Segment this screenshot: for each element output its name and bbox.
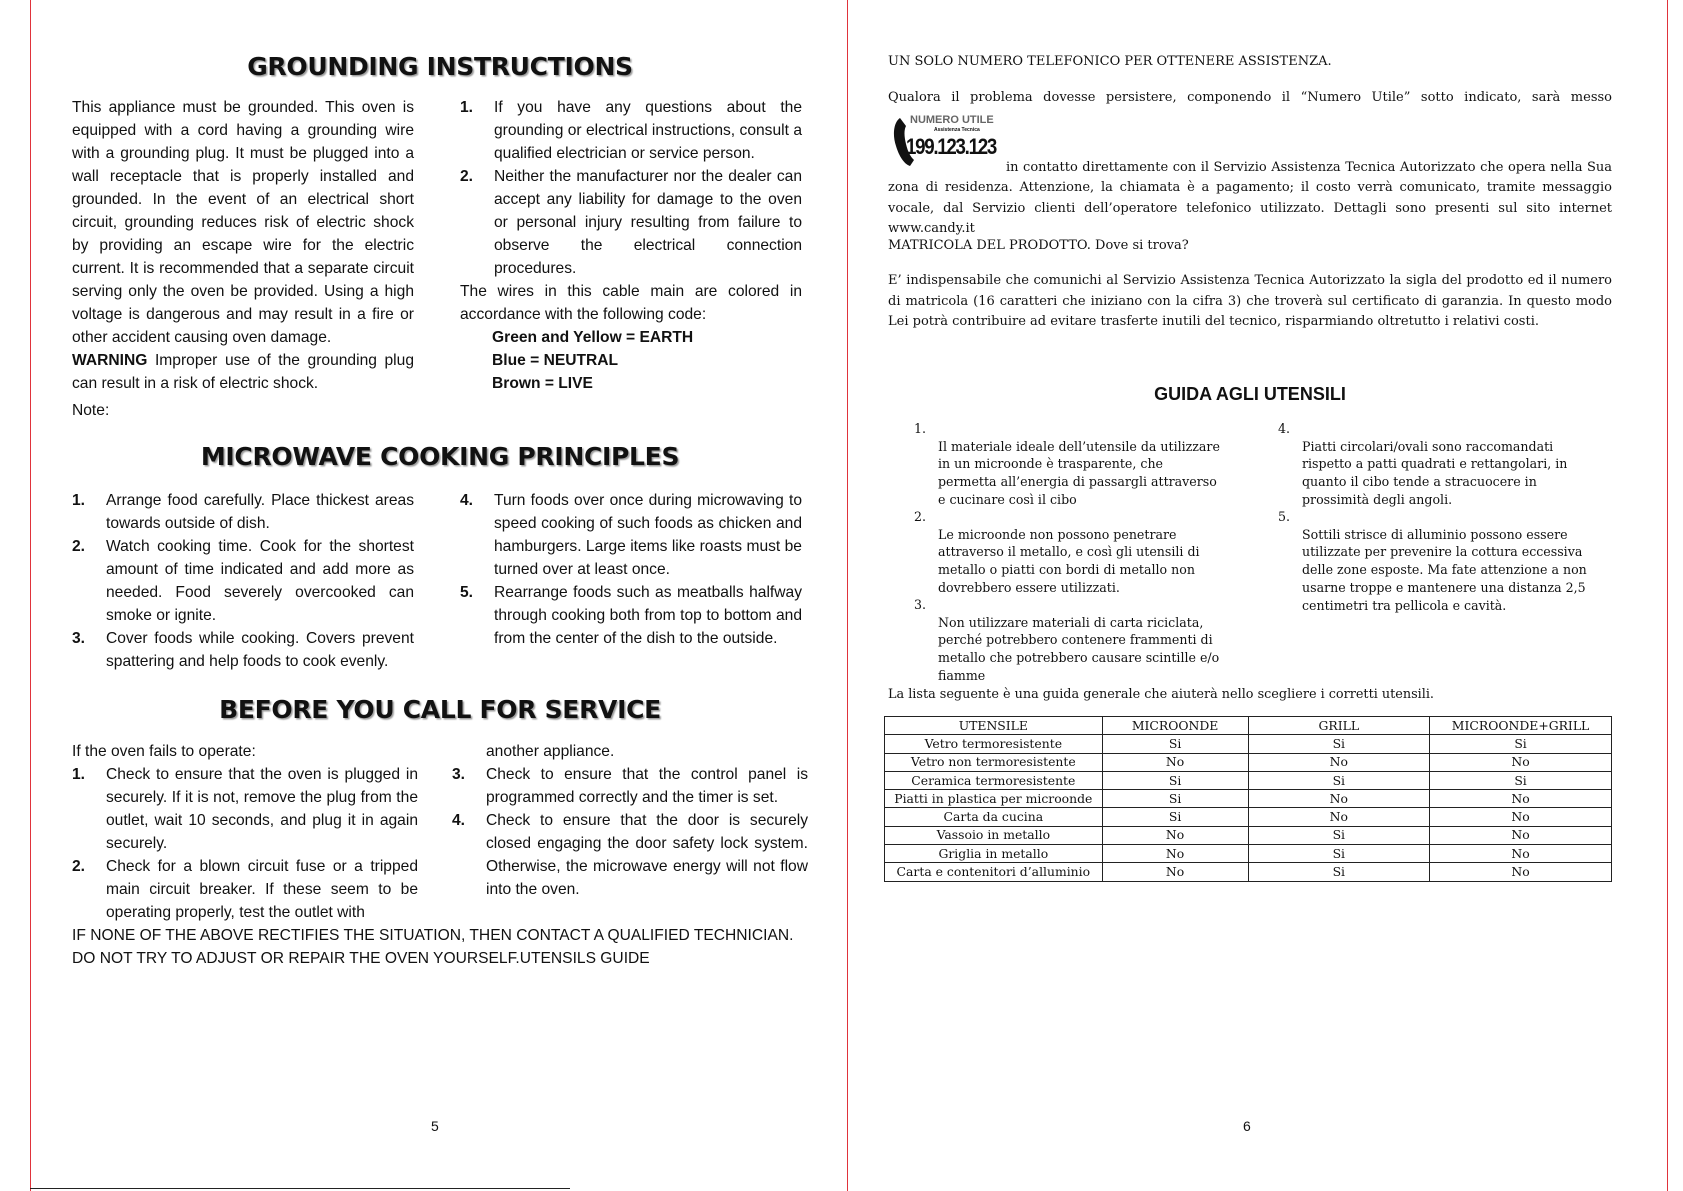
closing-line-1: IF NONE OF THE ABOVE RECTIFIES THE SITUATION, THEN CONTACT A QUALIFIED TECHNICIAN. bbox=[72, 927, 794, 944]
service-title: BEFORE YOU CALL FOR SERVICE bbox=[219, 695, 661, 724]
table-cell: Piatti in plastica per microonde bbox=[885, 790, 1103, 808]
list-item: 1. Check to ensure that the oven is plugged in securely. If it is not, remove the plug from the outlet, wait 10 seconds, and plug it in again securely. bbox=[72, 766, 418, 852]
list-item: 3. Check to ensure that the control panel is programmed correctly and the timer is set. bbox=[452, 766, 808, 806]
left-margin-line bbox=[30, 0, 31, 1191]
code-live: Brown = LIVE bbox=[492, 375, 593, 392]
table-header: MICROONDE bbox=[1102, 717, 1248, 735]
table-cell: Carta da cucina bbox=[885, 808, 1103, 826]
table-cell: Si bbox=[1102, 735, 1248, 753]
table-header: UTENSILE bbox=[885, 717, 1103, 735]
list-item: another appliance. bbox=[486, 743, 615, 760]
table-cell: No bbox=[1102, 826, 1248, 844]
table-cell: No bbox=[1248, 790, 1430, 808]
guida-title: GUIDA AGLI UTENSILI bbox=[1154, 384, 1346, 404]
closing-line-2: DO NOT TRY TO ADJUST OR REPAIR THE OVEN YOURSELF.UTENSILS GUIDE bbox=[72, 950, 650, 967]
table-cell: Griglia in metallo bbox=[885, 845, 1103, 863]
grounding-title: GROUNDING INSTRUCTIONS bbox=[247, 52, 633, 81]
logo-title: NUMERO UTILE bbox=[910, 114, 994, 126]
table-cell: Si bbox=[1430, 735, 1612, 753]
table-cell: No bbox=[1248, 753, 1430, 771]
utensils-table bbox=[884, 716, 1612, 882]
guida-item-5: 5. Sottili strisce di alluminio possono essere utilizzate per prevenire la cottura eccessiva delle zone esposte. Ma fate attenzione a non usarne troppe e mantenere una distanza 2,5 centimetri tra pellicola e cavità. bbox=[1278, 509, 1587, 613]
logo-number: 199.123.123 bbox=[906, 134, 996, 159]
page-6 bbox=[888, 0, 1612, 1191]
table-row bbox=[885, 771, 1612, 789]
assist-after-logo: in contatto direttamente con il Servizio Assistenza Tecnica Autorizzato che opera nella Sua bbox=[1006, 160, 1612, 175]
table-body bbox=[885, 735, 1612, 881]
table-cell: No bbox=[1102, 753, 1248, 771]
page-5 bbox=[72, 0, 808, 1191]
guida-item-2: 2. Le microonde non possono penetrare attraverso il metallo, e così gli utensili di metallo o piatti con bordi di metallo non dovrebbero essere utilizzati. bbox=[914, 509, 1200, 595]
table-cell: Vetro non termoresistente bbox=[885, 753, 1103, 771]
logo-subtitle: Assistenza Tecnica bbox=[934, 127, 980, 133]
cooking-title: MICROWAVE COOKING PRINCIPLES bbox=[200, 442, 680, 471]
wires-text: The wires in this cable main are colored in accordance with the following code: bbox=[460, 283, 802, 323]
grounding-paragraph: This appliance must be grounded. This oven is equipped with a cord having a grounding wire with a grounding plug. It must be plugged into a wall receptacle that is properly installed and grounded. In the event of an electrical short circuit, grounding reduces risk of electric shock by providing an escape wire for the electric current. It is recommended that a separate circuit serving only the oven be provided. Using a high voltage is dangerous and may result in a fire or other accident causing oven damage. bbox=[72, 99, 414, 346]
table-row bbox=[885, 735, 1612, 753]
warning-text: Improper use of the grounding plug can result in a risk of electric shock. bbox=[72, 352, 414, 392]
table-cell: Si bbox=[1248, 863, 1430, 881]
table-cell: No bbox=[1102, 863, 1248, 881]
assist-line-1: Qualora il problema dovesse persistere, componendo il “Numero Utile” sotto indicato, sarà messo bbox=[888, 90, 1612, 105]
list-item: 1. If you have any questions about the grounding or electrical instructions, consult a qualified electrician or service person. bbox=[460, 99, 802, 162]
list-item: 4. Turn foods over once during microwaving to speed cooking of such foods as chicken and hamburgers. Large items like roasts must be turned over at least once. bbox=[460, 492, 802, 578]
list-item: 2. Check for a blown circuit fuse or a tripped main circuit breaker. If these seem to be operating properly, test the outlet with bbox=[72, 858, 418, 921]
table-cell: Si bbox=[1102, 790, 1248, 808]
code-neutral: Blue = NEUTRAL bbox=[492, 352, 619, 369]
table-cell: No bbox=[1430, 808, 1612, 826]
grounding-right-column bbox=[460, 96, 802, 395]
table-row bbox=[885, 863, 1612, 881]
list-item: 4. Check to ensure that the door is securely closed engaging the door safety lock system. Otherwise, the microwave energy will not flow into the oven. bbox=[452, 812, 808, 898]
service-right-column bbox=[452, 740, 808, 901]
table-cell: Si bbox=[1248, 771, 1430, 789]
table-cell: Vassoio in metallo bbox=[885, 826, 1103, 844]
table-cell: Si bbox=[1102, 771, 1248, 789]
table-cell: No bbox=[1102, 845, 1248, 863]
table-cell: No bbox=[1430, 845, 1612, 863]
lista-text: La lista seguente è una guida generale che aiuterà nello scegliere i corretti utensili. bbox=[888, 687, 1434, 702]
right-margin-line bbox=[1667, 0, 1668, 1191]
guida-item-1: 1. Il materiale ideale dell’utensile da utilizzare in un microonde è trasparente, che permetta all’energia di passargli attraverso e cucinare così il cibo bbox=[914, 421, 1220, 507]
page-number: 5 bbox=[431, 1118, 439, 1134]
table-cell: Carta e contenitori d’alluminio bbox=[885, 863, 1103, 881]
matricola-heading: MATRICOLA DEL PRODOTTO. Dove si trova? bbox=[888, 238, 1189, 253]
list-item: 2. Neither the manufacturer nor the dealer can accept any liability for damage to the oven or personal injury resulting from failure to observe the electrical connection procedures. bbox=[460, 168, 802, 277]
list-item: 2. Watch cooking time. Cook for the shortest amount of time indicated and add more as needed. Food severely overcooked can smoke or ignite. bbox=[72, 538, 414, 624]
table-cell: Si bbox=[1430, 771, 1612, 789]
table-row bbox=[885, 790, 1612, 808]
center-margin-line bbox=[847, 0, 848, 1191]
table-header: MICROONDE+GRILL bbox=[1430, 717, 1612, 735]
table-cell: No bbox=[1430, 863, 1612, 881]
table-cell: No bbox=[1430, 753, 1612, 771]
list-item: 5. Rearrange foods such as meatballs halfway through cooking both from top to bottom and from the center of the dish to the outside. bbox=[460, 584, 802, 647]
cooking-right-column bbox=[460, 489, 802, 650]
table-cell: Si bbox=[1248, 845, 1430, 863]
warning-label: WARNING bbox=[72, 352, 148, 369]
table-cell: No bbox=[1430, 826, 1612, 844]
grounding-left-column bbox=[72, 96, 414, 422]
list-item: 3. Cover foods while cooking. Covers prevent spattering and help foods to cook evenly. bbox=[72, 630, 414, 670]
note-label: Note: bbox=[72, 402, 110, 419]
warning-paragraph bbox=[72, 349, 414, 395]
cooking-left-column bbox=[72, 489, 414, 673]
table-cell: Si bbox=[1248, 826, 1430, 844]
guida-item-3: 3. Non utilizzare materiali di carta riciclata, perché potrebbero contenere frammenti di metallo che potrebbero causare scintille e/o fiamme bbox=[914, 597, 1220, 683]
assist-heading: UN SOLO NUMERO TELEFONICO PER OTTENERE ASSISTENZA. bbox=[888, 54, 1332, 69]
table-cell: Vetro termoresistente bbox=[885, 735, 1103, 753]
table-row bbox=[885, 826, 1612, 844]
table-row bbox=[885, 753, 1612, 771]
table-cell: No bbox=[1430, 790, 1612, 808]
service-left-column bbox=[72, 740, 418, 924]
list-item: 1. Arrange food carefully. Place thickest areas towards outside of dish. bbox=[72, 492, 414, 532]
code-earth: Green and Yellow = EARTH bbox=[492, 329, 694, 346]
table-cell: No bbox=[1248, 808, 1430, 826]
guida-item-4: 4. Piatti circolari/ovali sono raccomandati rispetto a patti quadrati e rettangolari, in quanto il cibo tende a stracuocere in prossimità degli angoli. bbox=[1278, 421, 1568, 507]
service-intro: If the oven fails to operate: bbox=[72, 743, 256, 760]
table-cell: Ceramica termoresistente bbox=[885, 771, 1103, 789]
page-number: 6 bbox=[1243, 1118, 1251, 1134]
table-header-row bbox=[885, 717, 1612, 735]
table-cell: Si bbox=[1248, 735, 1430, 753]
table-row bbox=[885, 845, 1612, 863]
numero-utile-logo bbox=[888, 112, 1000, 174]
table-header: GRILL bbox=[1248, 717, 1430, 735]
matricola-text: E’ indispensabile che comunichi al Servizio Assistenza Tecnica Autorizzato la sigla del prodotto ed il numero di matricola (16 caratteri che iniziano con la cifra 3) che troverà sul certificato di garanzia. In questo modo Lei potrà contribuire ad evitare trasferte inutili del tecnico, risparmiando oltretutto i relativi costi. bbox=[888, 273, 1612, 329]
assist-rest: zona di residenza. Attenzione, la chiamata è a pagamento; il costo verrà comunicato, tramite messaggio vocale, dal Servizio clienti dell’operatore telefonico utilizzato. Dettagli sono presenti sul sito internet www.candy.it bbox=[888, 180, 1612, 236]
table-cell: Si bbox=[1102, 808, 1248, 826]
table-row bbox=[885, 808, 1612, 826]
